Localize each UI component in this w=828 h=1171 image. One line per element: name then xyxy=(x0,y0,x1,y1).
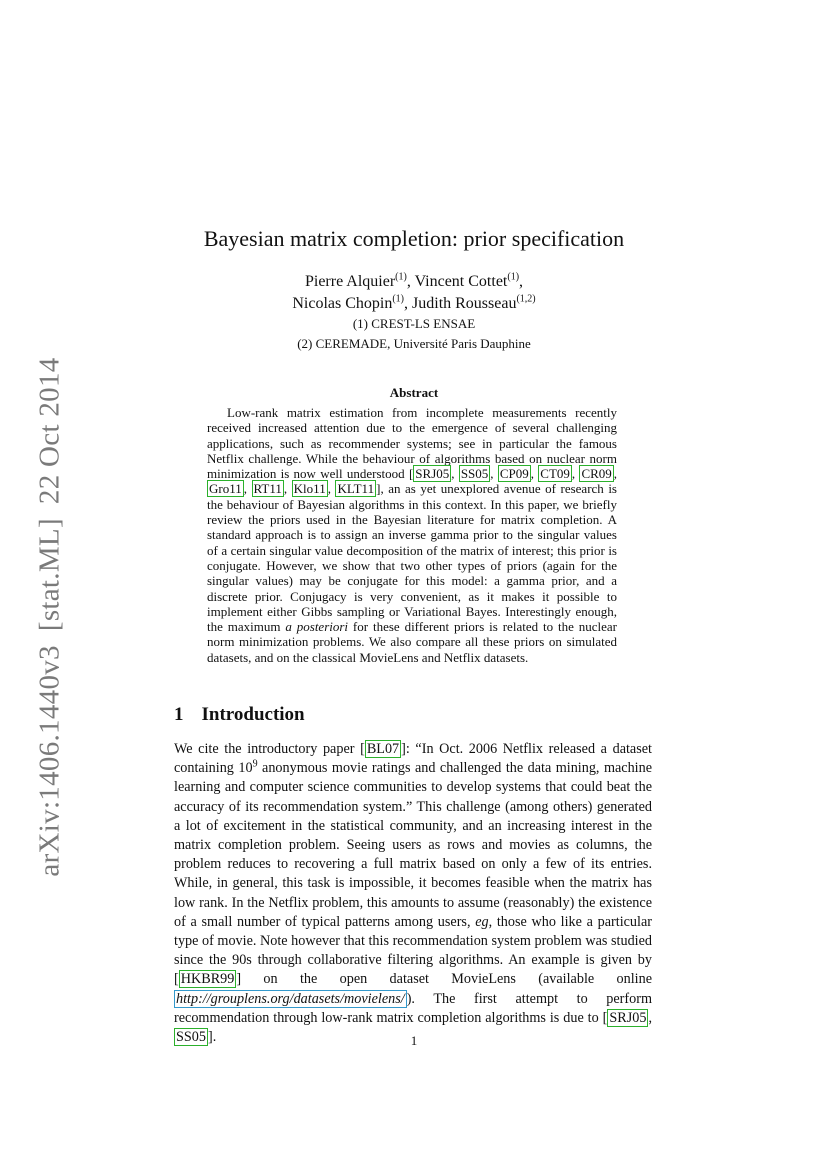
author-list xyxy=(0,271,828,315)
section-number: 1 xyxy=(174,704,184,725)
intro-text: . xyxy=(212,1029,217,1046)
author-line-1 xyxy=(0,271,828,293)
page-number: 1 xyxy=(410,1033,418,1048)
exponent: 9 xyxy=(252,758,258,770)
author-affil-mark: (1) xyxy=(392,293,405,305)
intro-text: ). The first attempt to perform recommendation through low-rank matrix completion algorithms is due to xyxy=(174,990,652,1026)
author-line-2 xyxy=(0,293,828,315)
author-name: Vincent Cottet xyxy=(414,273,508,290)
introduction-paragraph: We cite the introductory paper [ BL07 ]: “In Oct. 2006 Netflix released a dataset containing $10^9$ anonymous movie ratings and challenged the data mining, machine learning and computer science communities to develop systems that could beat the accuracy of its recommendation system.” This challenge (among others) generated a lot of excitement in the statistical community, and an increasing interest in the matrix completion problem. Seeing users as rows and movies as columns, the problem reduces to recovering a full matrix based on only a few of its entries. While, in general, this task is impossible, it becomes feasible when the matrix has low rank. In the Netflix problem, this amounts to assume (reasonably) the existence of a small number of typical patterns among users, eg, those who like a particular type of movie. Note however that this recommendation system problem was studied since the 90s through collaborative filtering algorithms. An example is given by [ HKBR99 ] on the open dataset MovieLens (available online http://grouplens.org/datasets/movielens/ ). The first attempt to perform recommendation through low-rank matrix completion algorithms is due to [ SRJ05 , SS05 ]. xyxy=(174,741,652,1046)
author-affil-mark: (1,2) xyxy=(516,293,536,305)
citation-link[interactable]: SS05 xyxy=(176,1029,206,1046)
author-name: Pierre Alquier xyxy=(304,273,396,290)
arxiv-id[interactable]: arXiv:1406.1440v3 xyxy=(33,645,66,877)
citation-link[interactable]: SS05 xyxy=(460,466,489,482)
intro-text: , those who like a particular type of movie. Note however that this recommendation system problem was studied since the 90s through collaborative filtering algorithms. An example is given by xyxy=(174,913,652,969)
author-separator: , xyxy=(404,295,413,312)
abstract-text-part: for these different priors is related to the nuclear norm minimization problems. We also compare all these priors on simulated datasets, and on the classical MovieLens and Netflix datasets. xyxy=(207,619,617,665)
author-affil-mark: (1) xyxy=(507,271,520,283)
citation-link[interactable]: Klo11 xyxy=(293,481,326,497)
section-title: Introduction xyxy=(201,704,305,725)
citation-link[interactable]: SRJ05 xyxy=(609,1009,647,1026)
intro-text: on the open dataset MovieLens (available online xyxy=(241,971,652,988)
abstract-text xyxy=(207,405,617,665)
intro-text: We cite the introductory paper xyxy=(174,741,361,757)
arxiv-category: [stat.ML] xyxy=(33,518,66,632)
affiliation-1: (1) CREST-LS ENSAE xyxy=(352,316,476,331)
author-separator: , xyxy=(406,273,415,290)
section-heading xyxy=(174,704,305,726)
author-affil-mark: (1) xyxy=(395,271,407,283)
intro-text: , xyxy=(648,1009,652,1026)
citation-link[interactable]: HKBR99 xyxy=(180,971,235,988)
citation-link[interactable]: CP09 xyxy=(499,466,529,482)
citation-group: [ SRJ05 , SS05 , CP09 , CT09 , CR09 , Gro11 , RT11 , Klo11 , KLT11 ] xyxy=(209,466,618,497)
citation-link[interactable]: CR09 xyxy=(581,466,612,482)
intro-text: : “In Oct. 2006 Netflix released a dataset containing 10 xyxy=(174,741,652,777)
citation-link[interactable]: CT09 xyxy=(540,466,570,482)
citation-link[interactable]: Gro11 xyxy=(209,481,242,497)
citation-link[interactable]: RT11 xyxy=(253,481,282,497)
abstract-italic-term: a posteriori xyxy=(285,619,349,635)
intro-text: anonymous movie ratings and challenged the data mining, machine learning and computer science communities to develop systems that could beat the accuracy of its recommendation system.” This challenge (among others) generated a lot of excitement in the statistical community, and an increasing interest in the matrix completion problem. Seeing users as rows and movies as columns, the problem reduces to recovering a full matrix based on only a few of its entries. While, in general, this task is impossible, it becomes feasible when the matrix has low rank. In the Netflix problem, this amounts to assume (reasonably) the existence of a small number of typical patterns among users, xyxy=(174,760,652,930)
paper-title: Bayesian matrix completion: prior specification xyxy=(203,226,625,251)
author-name: Nicolas Chopin xyxy=(292,295,393,312)
affiliation-2: (2) CEREMADE, Université Paris Dauphine xyxy=(297,336,531,351)
author-separator: , xyxy=(519,273,524,290)
citation-link[interactable]: BL07 xyxy=(366,741,400,757)
arxiv-date: 22 Oct 2014 xyxy=(33,357,66,505)
intro-italic: eg xyxy=(475,913,489,930)
abstract-heading: Abstract xyxy=(389,385,439,400)
url-link[interactable]: http://grouplens.org/datasets/movielens/ xyxy=(176,990,405,1007)
abstract-text-part: Low-rank matrix estimation from incomplete measurements recently received increased attention due to the emergence of several challenging applications, such as recommender systems; see in particular the famous Netflix challenge. While the behaviour of algorithms based on nuclear norm minimization is now well understood xyxy=(207,405,617,482)
arxiv-identifier-stamp xyxy=(34,343,67,876)
citation-link[interactable]: KLT11 xyxy=(337,481,375,497)
abstract-text-part: , an as yet unexplored avenue of research is the behaviour of Bayesian algorithms in this context. In this paper, we briefly review the priors used in the Bayesian literature for matrix completion. A standard approach is to assign an inverse gamma prior to the singular values of a certain singular value decomposition of the matrix of interest; this prior is conjugate. However, we show that two other types of priors (again for the singular values) may be conjugate for this model: a gamma prior, and a discrete prior. Conjugacy is very convenient, as it makes it possible to implement either Gibbs sampling or Variational Bayes. Interestingly enough, the maximum xyxy=(207,481,617,635)
author-name: Judith Rousseau xyxy=(412,295,517,312)
citation-link[interactable]: SRJ05 xyxy=(415,466,450,482)
